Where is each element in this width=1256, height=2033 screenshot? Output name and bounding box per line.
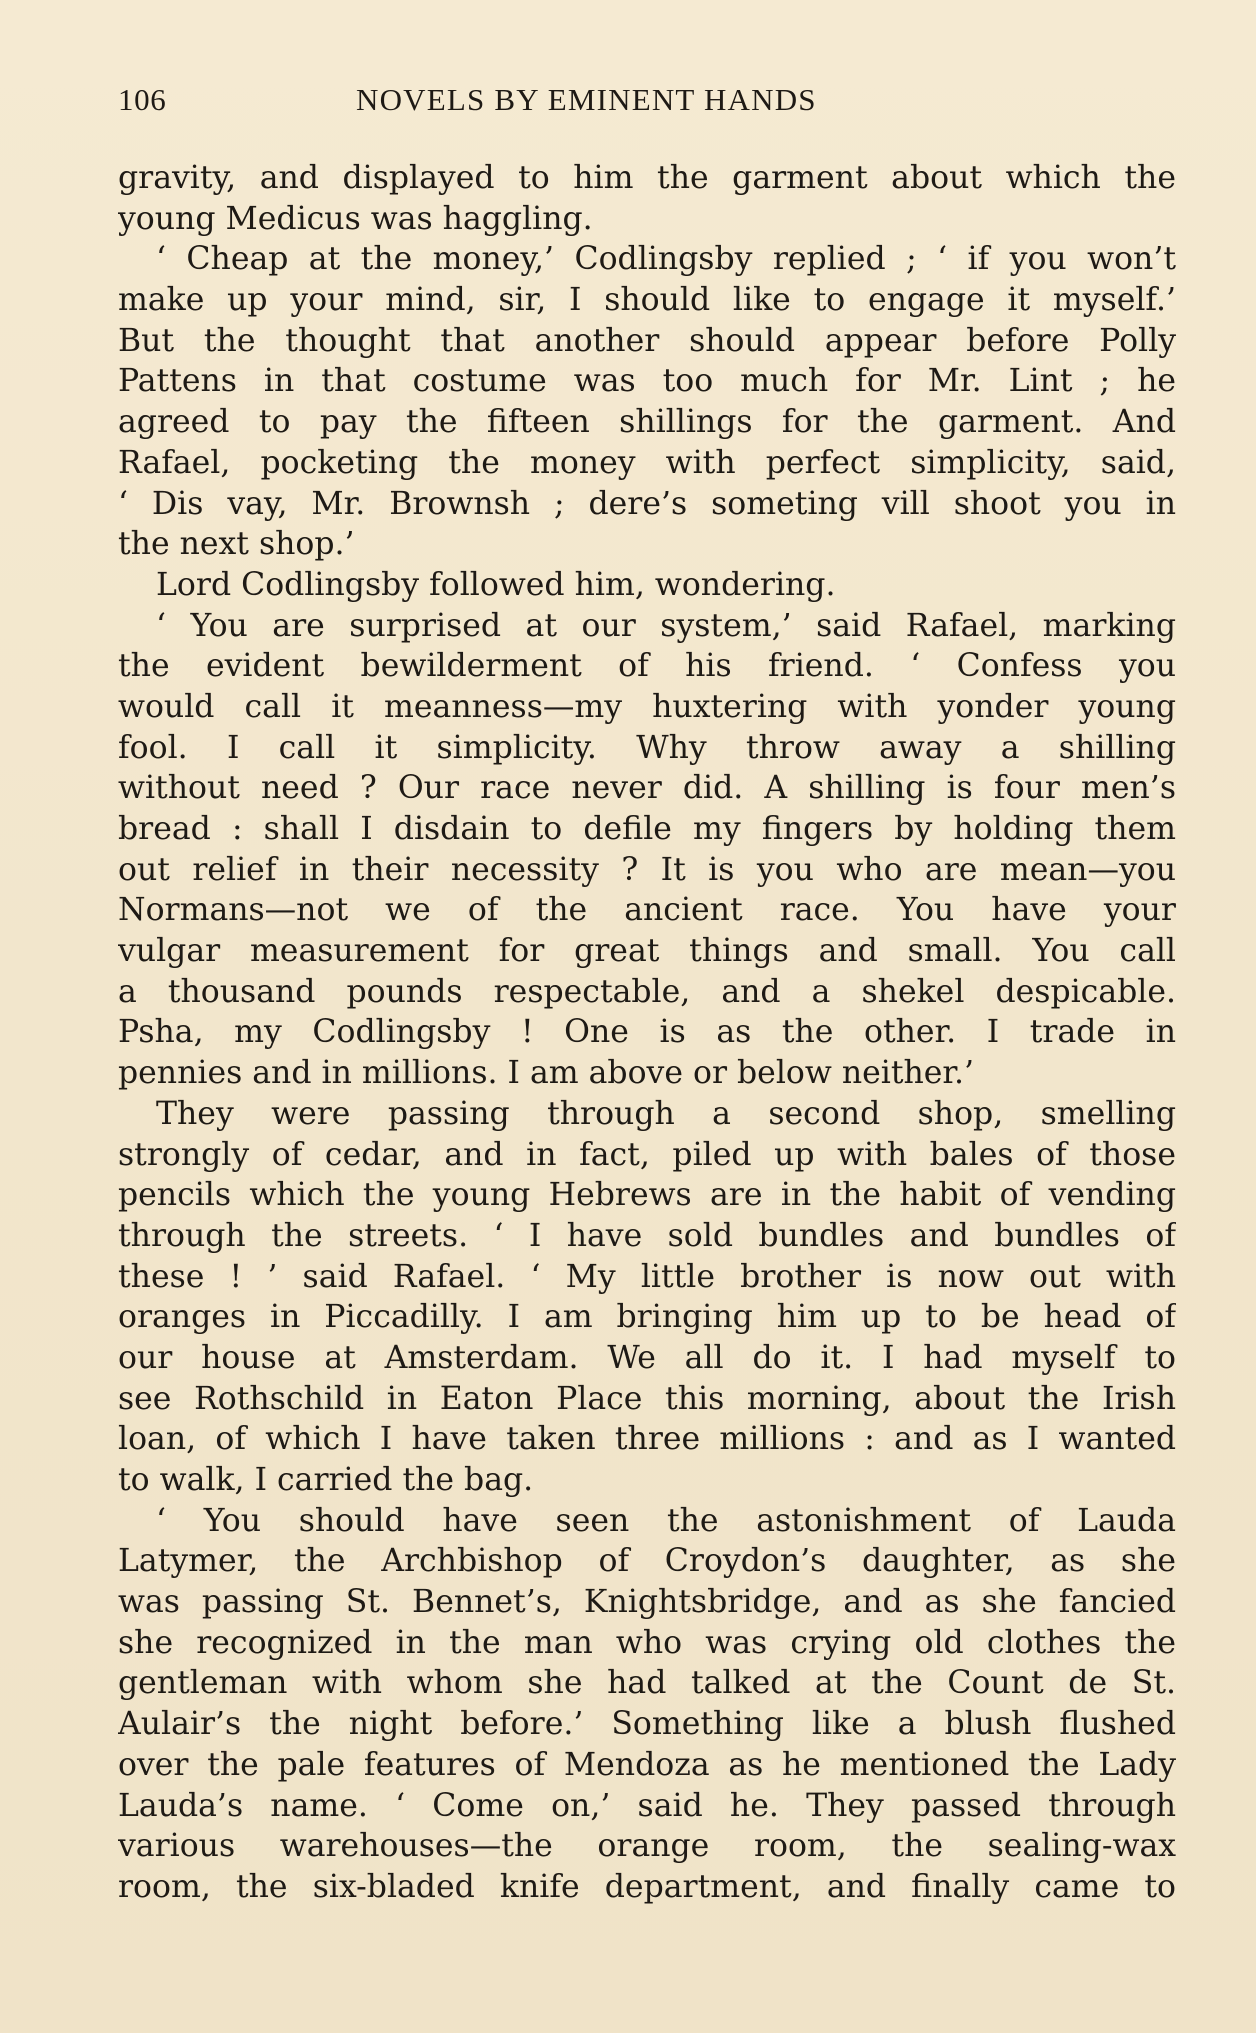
text-line: to walk, I carried the bag.	[118, 1462, 534, 1498]
text-line: loan, of which I have taken three millions : and as I wanted	[118, 1421, 1176, 1458]
text-line: make up your mind, sir, I should like to engage it myself.’	[118, 282, 1176, 319]
text-line: vulgar measurement for great things and small. You call	[118, 933, 1176, 970]
text-line: oranges in Piccadilly. I am bringing him up to be head of	[118, 1299, 1176, 1336]
text-line: Normans—not we of the ancient race. You have your	[118, 892, 1176, 929]
text-line: Rafael, pocketing the money with perfect simplicity, said,	[118, 444, 1176, 481]
text-line: out relief in their necessity ? It is you who are mean—you	[118, 851, 1176, 888]
text-line: gravity, and displayed to him the garment about which the	[118, 160, 1176, 196]
text-line: ‘ Dis vay, Mr. Brownsh ; dere’s someting vill shoot you in	[118, 485, 1176, 522]
text-line: fool. I call it simplicity. Why throw away a shilling	[118, 729, 1176, 766]
text-line: the evident bewilderment of his friend. ‘ Confess you	[118, 648, 1176, 685]
text-line: Latymer, the Archbishop of Croydon’s daughter, as she	[118, 1543, 1176, 1580]
text-line: Lord Codlingsby followed him, wondering.	[156, 566, 836, 603]
text-line: young Medicus was haggling.	[118, 200, 593, 237]
body-text	[118, 158, 1176, 1908]
text-line: without need ? Our race never did. A shilling is four men’s	[118, 770, 1176, 807]
text-line: pencils which the young Hebrews are in the habit of vending	[118, 1177, 1176, 1214]
text-line: would call it meanness—my huxtering with yonder young	[118, 688, 1176, 725]
text-line: They were passing through a second shop, smelling	[156, 1095, 1176, 1132]
text-line: bread : shall I disdain to defile my fingers by holding them	[118, 811, 1176, 847]
page-number: 106	[118, 82, 167, 117]
text-line: Psha, my Codlingsby ! One is as the other. I trade in	[118, 1014, 1176, 1051]
text-line: over the pale features of Mendoza as he mentioned the Lady	[118, 1746, 1176, 1783]
text-line: strongly of cedar, and in fact, piled up with bales of those	[118, 1136, 1176, 1173]
text-line: gentleman with whom she had talked at the Count de St.	[118, 1665, 1176, 1702]
text-line: room, the six-bladed knife department, and finally came to	[118, 1868, 1176, 1905]
text-line: these ! ’ said Rafael. ‘ My little brother is now out with	[118, 1258, 1176, 1295]
text-line: ‘ You are surprised at our system,’ said Rafael, marking	[156, 607, 1176, 644]
text-line: she recognized in the man who was crying old clothes the	[118, 1624, 1176, 1661]
text-line: Lauda’s name. ‘ Come on,’ said he. They passed through	[118, 1787, 1176, 1824]
text-line: various warehouses—the orange room, the sealing-wax	[118, 1828, 1176, 1865]
text-line: see Rothschild in Eaton Place this morning, about the Irish	[118, 1380, 1176, 1417]
text-line: Aulair’s the night before.’ Something like a blush flushed	[118, 1706, 1176, 1743]
page-header	[118, 82, 1182, 126]
text-line: a thousand pounds respectable, and a shekel despicable.	[118, 973, 1176, 1010]
text-line: But the thought that another should appear before Polly	[118, 322, 1176, 359]
text-line: ‘ You should have seen the astonishment of Lauda	[156, 1502, 1176, 1539]
running-title: NOVELS BY EMINENT HANDS	[356, 82, 817, 117]
text-line: our house at Amsterdam. We all do it. I had myself to	[118, 1339, 1176, 1376]
text-line: Pattens in that costume was too much for Mr. Lint ; he	[118, 363, 1176, 400]
text-line: the next shop.’	[118, 526, 355, 563]
text-line: through the streets. ‘ I have sold bundles and bundles of	[118, 1217, 1176, 1254]
text-line: ‘ Cheap at the money,’ Codlingsby replied ; ‘ if you won’t	[156, 241, 1176, 278]
text-line: pennies and in millions. I am above or below neither.’	[118, 1055, 975, 1092]
text-line: agreed to pay the fifteen shillings for the garment. And	[118, 404, 1176, 441]
text-line: was passing St. Bennet’s, Knightsbridge, and as she fancied	[118, 1584, 1176, 1621]
